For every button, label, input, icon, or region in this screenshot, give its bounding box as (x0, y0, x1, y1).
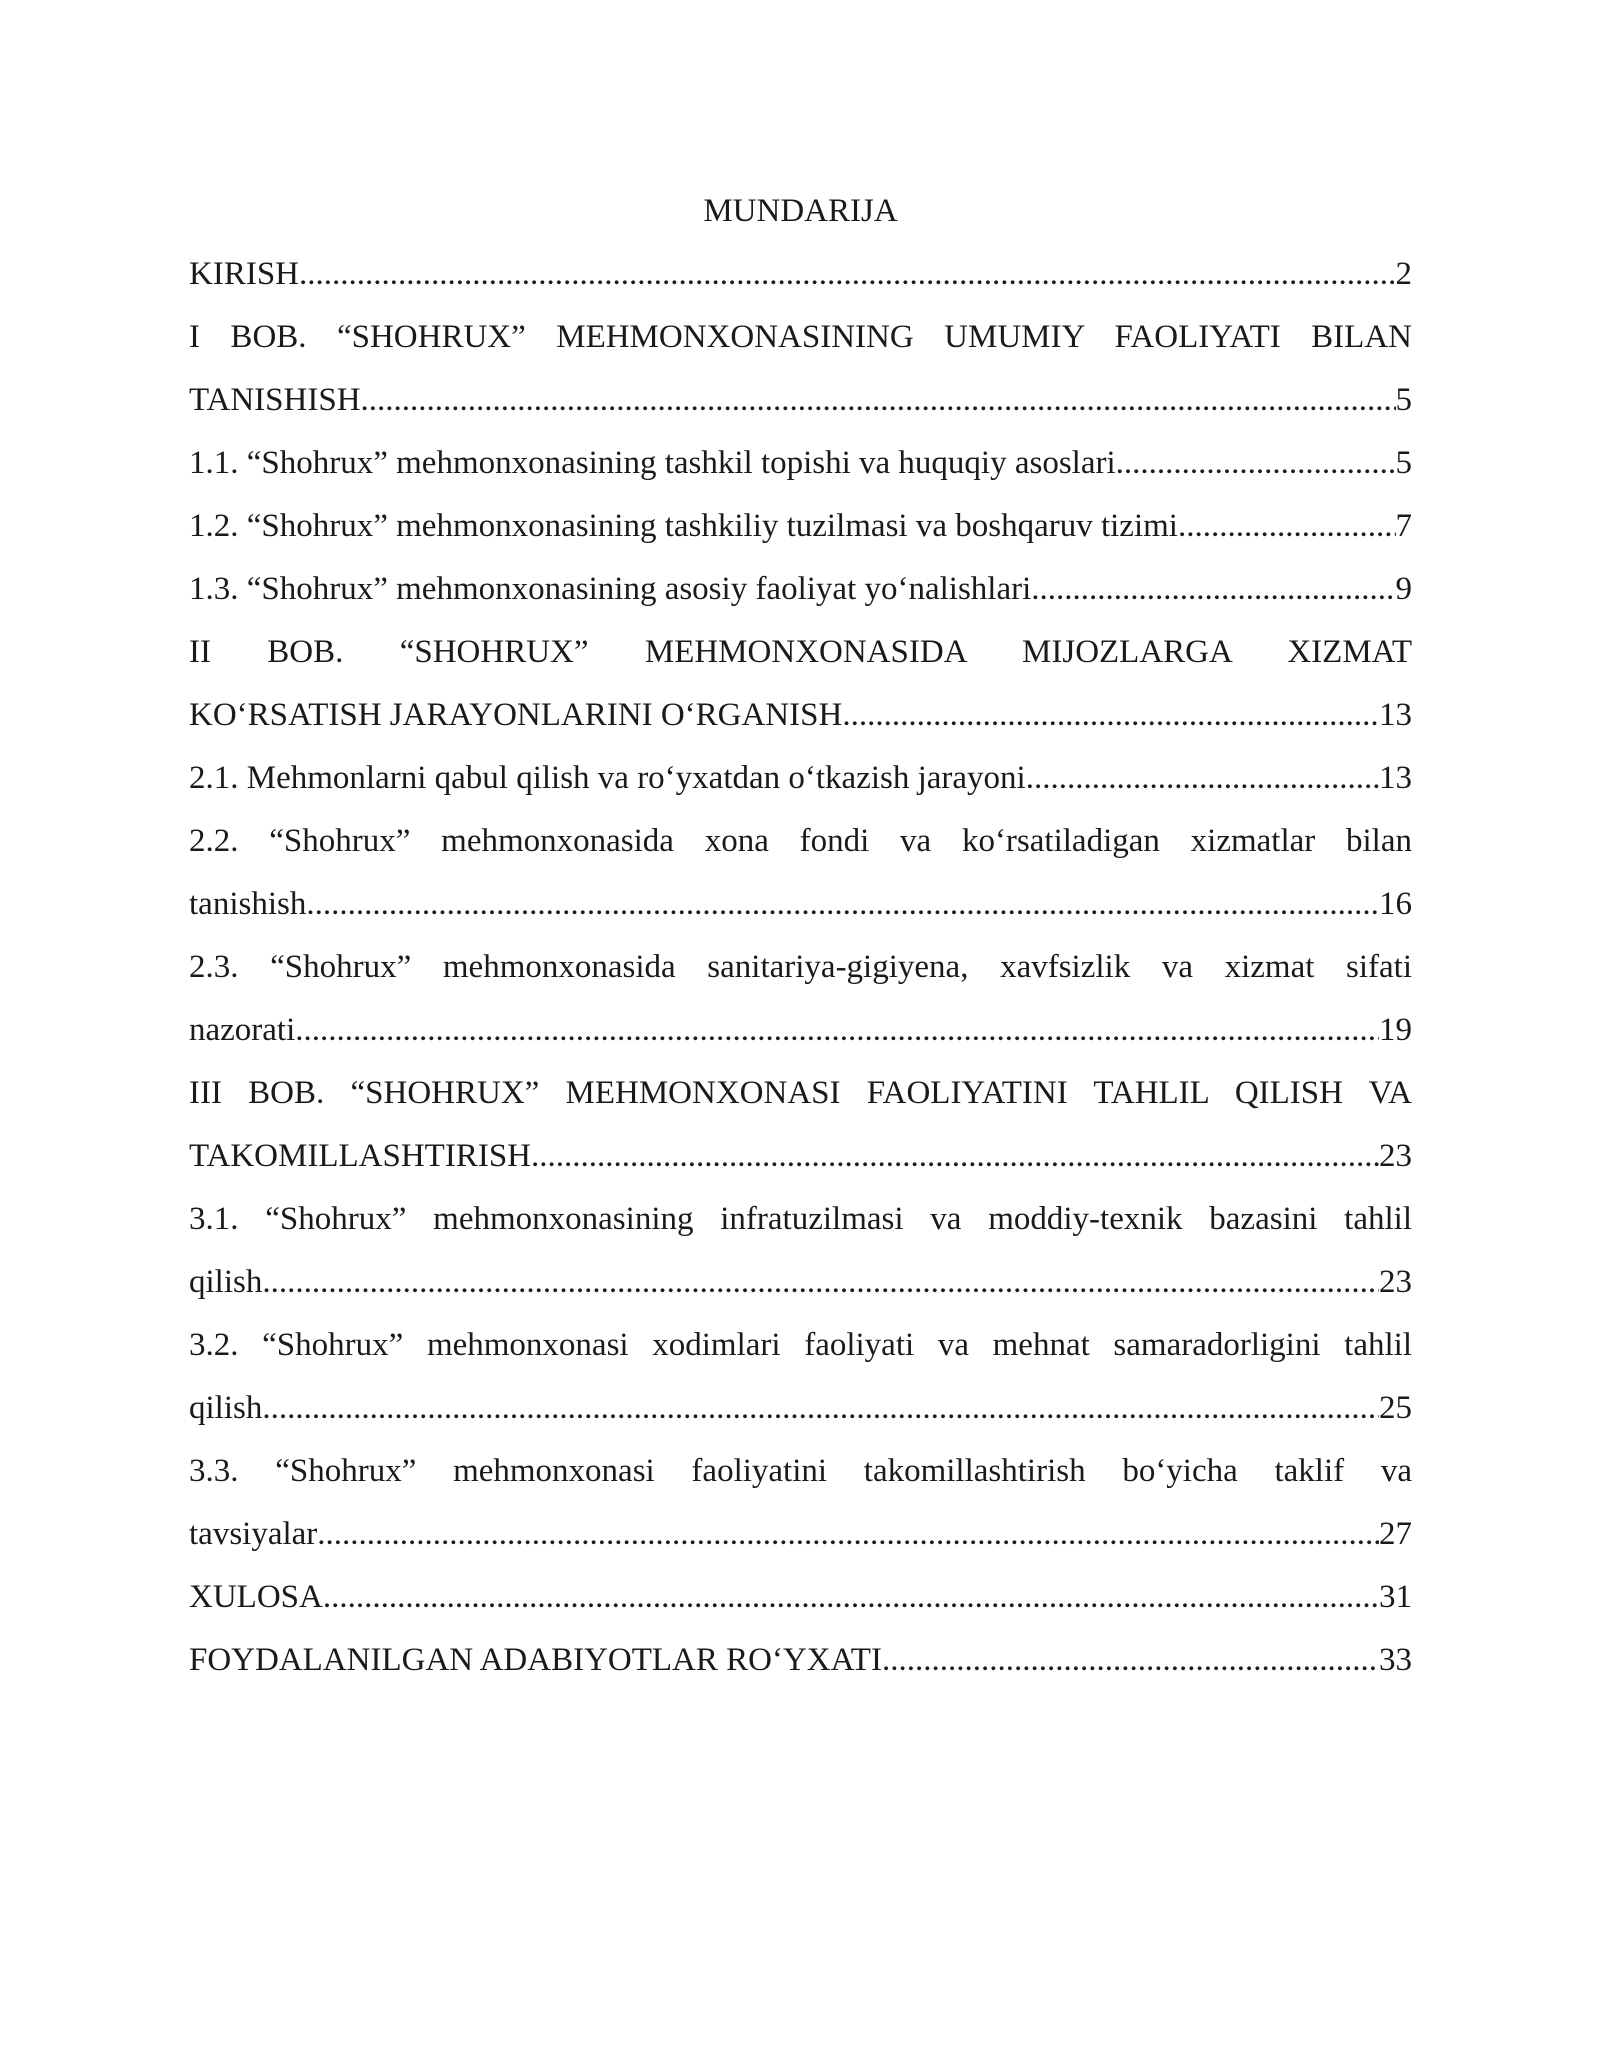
toc-list (189, 243, 1412, 1692)
toc-entry (189, 558, 1412, 621)
toc-entry-text-line: II BOB. “SHOHRUX” MEHMONXONASIDA MIJOZLARGA XIZMAT (189, 634, 1412, 670)
toc-entry (189, 1314, 1412, 1440)
toc-page-number: 19 (1379, 1012, 1412, 1048)
toc-entry-leader-line (189, 873, 1412, 936)
toc-page-number: 23 (1379, 1138, 1412, 1174)
dot-leader (323, 1566, 1379, 1629)
toc-entry-label: XULOSA (189, 1579, 323, 1615)
toc-entry-text-line: 2.2. “Shohrux” mehmonxonasida xona fondi va ko‘rsatiladigan xizmatlar bilan (189, 823, 1412, 859)
toc-entry-label: 2.1. Mehmonlarni qabul qilish va ro‘yxatdan o‘tkazish jarayoni (189, 760, 1026, 796)
dot-leader (295, 999, 1379, 1062)
toc-entry-label: KIRISH (189, 256, 300, 292)
toc-entry-text-line: I BOB. “SHOHRUX” MEHMONXONASINING UMUMIY FAOLIYATI BILAN (189, 319, 1412, 355)
toc-entry-leader-line (189, 747, 1412, 810)
toc-page-number: 27 (1379, 1516, 1412, 1552)
toc-entry-label: tavsiyalar (189, 1516, 318, 1552)
dot-leader (1031, 558, 1395, 621)
toc-entry-leader-line (189, 999, 1412, 1062)
toc-page-number: 16 (1379, 886, 1412, 922)
dot-leader (1026, 747, 1379, 810)
toc-entry (189, 243, 1412, 306)
toc-page-number: 5 (1395, 445, 1412, 481)
toc-page-number: 13 (1379, 760, 1412, 796)
table-of-contents (189, 180, 1412, 1692)
toc-entry (189, 495, 1412, 558)
dot-leader (842, 684, 1379, 747)
dot-leader (882, 1629, 1379, 1692)
toc-entry-label: nazorati (189, 1012, 296, 1048)
toc-entry (189, 810, 1412, 936)
toc-entry-label: tanishish (189, 886, 307, 922)
toc-entry-leader-line (189, 684, 1412, 747)
dot-leader (317, 1503, 1379, 1566)
toc-entry-leader-line (189, 369, 1412, 432)
dot-leader (262, 1251, 1379, 1314)
dot-leader (531, 1125, 1379, 1188)
toc-entry (189, 936, 1412, 1062)
toc-entry-leader-line (189, 1125, 1412, 1188)
toc-entry-label: KO‘RSATISH JARAYONLARINI O‘RGANISH (189, 697, 843, 733)
toc-page-number: 13 (1379, 697, 1412, 733)
toc-page-number: 23 (1379, 1264, 1412, 1300)
toc-page-number: 5 (1395, 382, 1412, 418)
toc-entry (189, 1629, 1412, 1692)
dot-leader (262, 1377, 1379, 1440)
toc-entry-text-line: 3.1. “Shohrux” mehmonxonasining infratuzilmasi va moddiy-texnik bazasini tahlil (189, 1201, 1412, 1237)
toc-entry-label: TANISHISH (189, 382, 361, 418)
dot-leader (299, 243, 1395, 306)
toc-entry-text-line: III BOB. “SHOHRUX” MEHMONXONASI FAOLIYATINI TAHLIL QILISH VA (189, 1075, 1412, 1111)
toc-page-number: 33 (1379, 1642, 1412, 1678)
toc-entry (189, 1062, 1412, 1188)
toc-page-number: 7 (1395, 508, 1412, 544)
page-title: MUNDARIJA (703, 193, 898, 229)
toc-entry-label: FOYDALANILGAN ADABIYOTLAR RO‘YXATI (189, 1642, 882, 1678)
toc-entry (189, 1440, 1412, 1566)
dot-leader (306, 873, 1379, 936)
toc-page-number: 25 (1379, 1390, 1412, 1426)
toc-entry (189, 747, 1412, 810)
dot-leader (1178, 495, 1396, 558)
toc-entry (189, 306, 1412, 432)
toc-entry-leader-line (189, 432, 1412, 495)
dot-leader (1116, 432, 1396, 495)
toc-entry-text-line: 3.3. “Shohrux” mehmonxonasi faoliyatini takomillashtirish bo‘yicha taklif va (189, 1453, 1412, 1489)
toc-entry-label: TAKOMILLASHTIRISH (189, 1138, 532, 1174)
toc-entry-label: 1.2. “Shohrux” mehmonxonasining tashkiliy tuzilmasi va boshqaruv tizimi (189, 508, 1178, 544)
toc-page-number: 31 (1379, 1579, 1412, 1615)
toc-entry (189, 621, 1412, 747)
toc-entry-label: 1.1. “Shohrux” mehmonxonasining tashkil topishi va huquqiy asoslari (189, 445, 1116, 481)
toc-entry-leader-line (189, 558, 1412, 621)
toc-entry-text-line: 3.2. “Shohrux” mehmonxonasi xodimlari faoliyati va mehnat samaradorligini tahlil (189, 1327, 1412, 1363)
dot-leader (361, 369, 1396, 432)
toc-entry-text-line: 2.3. “Shohrux” mehmonxonasida sanitariya-gigiyena, xavfsizlik va xizmat sifati (189, 949, 1412, 985)
toc-entry (189, 432, 1412, 495)
toc-entry (189, 1566, 1412, 1629)
toc-entry-label: qilish (189, 1390, 263, 1426)
toc-entry-leader-line (189, 1503, 1412, 1566)
toc-entry-leader-line (189, 1251, 1412, 1314)
toc-entry-leader-line (189, 1377, 1412, 1440)
toc-entry-label: 1.3. “Shohrux” mehmonxonasining asosiy faoliyat yo‘nalishlari (189, 571, 1032, 607)
toc-page-number: 2 (1395, 256, 1412, 292)
toc-entry-leader-line (189, 495, 1412, 558)
toc-entry-leader-line (189, 1629, 1412, 1692)
toc-entry-label: qilish (189, 1264, 263, 1300)
toc-entry-leader-line (189, 243, 1412, 306)
toc-entry (189, 1188, 1412, 1314)
toc-entry-leader-line (189, 1566, 1412, 1629)
toc-page-number: 9 (1395, 571, 1412, 607)
